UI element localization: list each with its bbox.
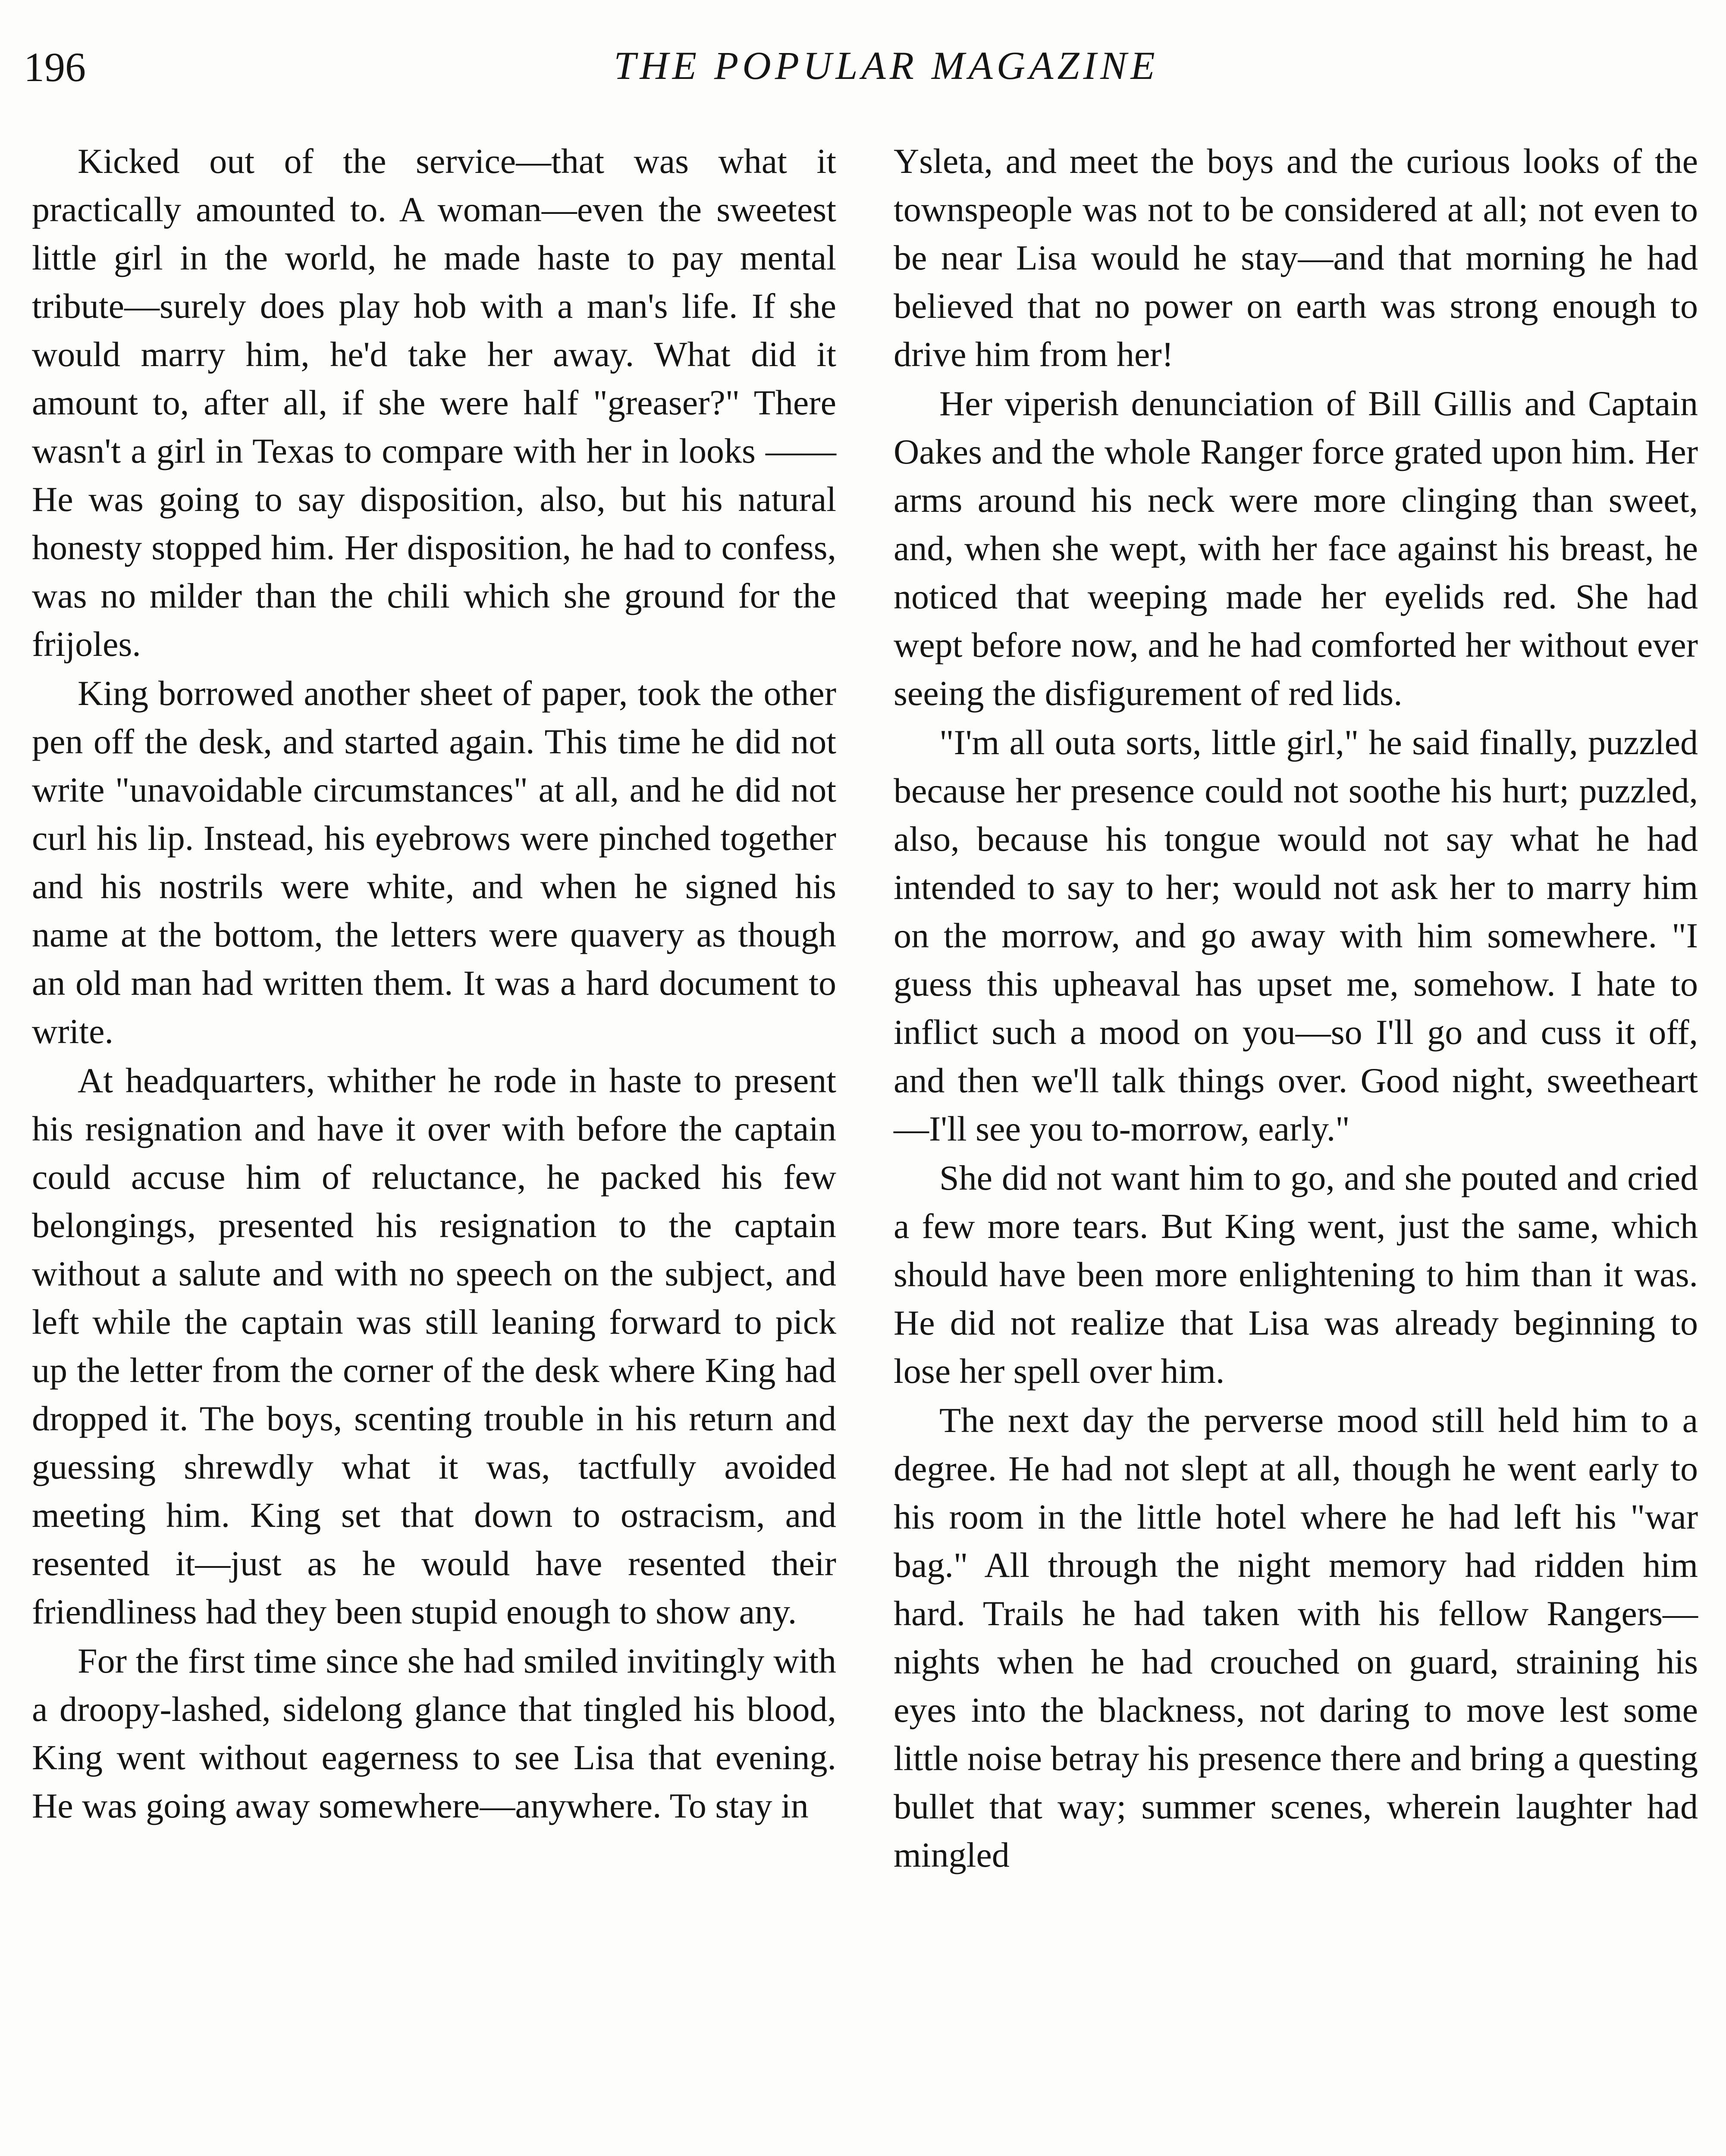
right-paragraph-2: "I'm all outa sorts, little girl," he said finally, puzzled because her presence could not soothe his hurt; puzzled, also, because his tongue would not say what he had intended to say to her; would not ask her to marry him on the morrow, and go away with him somewhere. "I guess this upheaval has upset me, somehow. I hate to inflict such a mood on you—so I'll go and cuss it off, and then we'll talk things over. Good night, sweetheart—I'll see you to-morrow, early.": [894, 723, 1698, 1148]
page-header: [24, 38, 1706, 94]
left-paragraph-1: Kicked out of the service—that was what it practically amounted to. A woman—even the sweetest little girl in the world, he made haste to pay mental tribute—surely does play hob with a man's life. If she would marry him, he'd take her away. What did it amount to, after all, if she were half "greaser?" There wasn't a girl in Texas to compare with her in looks —— He was going to say disposition, also, but his natural honesty stopped him. Her disposition, he had to confess, was no milder than the chili which she ground for the frijoles.: [32, 141, 836, 664]
left-paragraph-2: King borrowed another sheet of paper, took the other pen off the desk, and started again. This time he did not write "unavoidable circumstances" at all, and he did not curl his lip. Instead, his eyebrows were pinched together and his nostrils were white, and when he signed his name at the bottom, the letters were quavery as though an old man had written them. It was a hard document to write.: [32, 674, 836, 1051]
right-paragraph-4: The next day the perverse mood still held him to a degree. He had not slept at all, though he went early to his room in the little hotel where he had left his "war bag." All through the night memory had ridden him hard. Trails he had taken with his fellow Rangers—nights when he had crouched on guard, straining his eyes into the blackness, not daring to move lest some little noise betray his presence there and bring a questing bullet that way; summer scenes, wherein laughter had mingled: [894, 1401, 1698, 1874]
right-column: [894, 137, 1698, 2156]
page-number: 196: [24, 44, 86, 90]
right-paragraph-3: She did not want him to go, and she pouted and cried a few more tears. But King went, just the same, which should have been more enlightening to him than it was. He did not realize that Lisa was already beginning to lose her spell over him.: [894, 1158, 1698, 1391]
right-continuation-paragraph: Ysleta, and meet the boys and the curious looks of the townspeople was not to be considered at all; not even to be near Lisa would he stay—and that morning he had believed that no power on earth was strong enough to drive him from her!: [894, 141, 1698, 374]
left-paragraph-3: At headquarters, whither he rode in haste to present his resignation and have it over with before the captain could accuse him of reluctance, he packed his few belongings, presented his resignation to the captain without a salute and with no speech on the subject, and left while the captain was still leaning forward to pick up the letter from the corner of the desk where King had dropped it. The boys, scenting trouble in his return and guessing shrewdly what it was, tactfully avoided meeting him. King set that down to ostracism, and resented it—just as he would have resented their friendliness had they been stupid enough to show any.: [32, 1061, 836, 1631]
left-column: [32, 137, 836, 2156]
left-paragraph-4: For the first time since she had smiled invitingly with a droopy-lashed, sidelong glance that tingled his blood, King went without eagerness to see Lisa that evening. He was going away somewhere—anywhere. To stay in: [32, 1641, 836, 1825]
running-title: THE POPULAR MAGAZINE: [614, 44, 1159, 88]
right-paragraph-1: Her viperish denunciation of Bill Gillis and Captain Oakes and the whole Ranger force grated upon him. Her arms around his neck were more clinging than sweet, and, when she wept, with her face against his breast, he noticed that weeping made her eyelids red. She had wept before now, and he had comforted her without ever seeing the disfigurement of red lids.: [894, 384, 1698, 713]
